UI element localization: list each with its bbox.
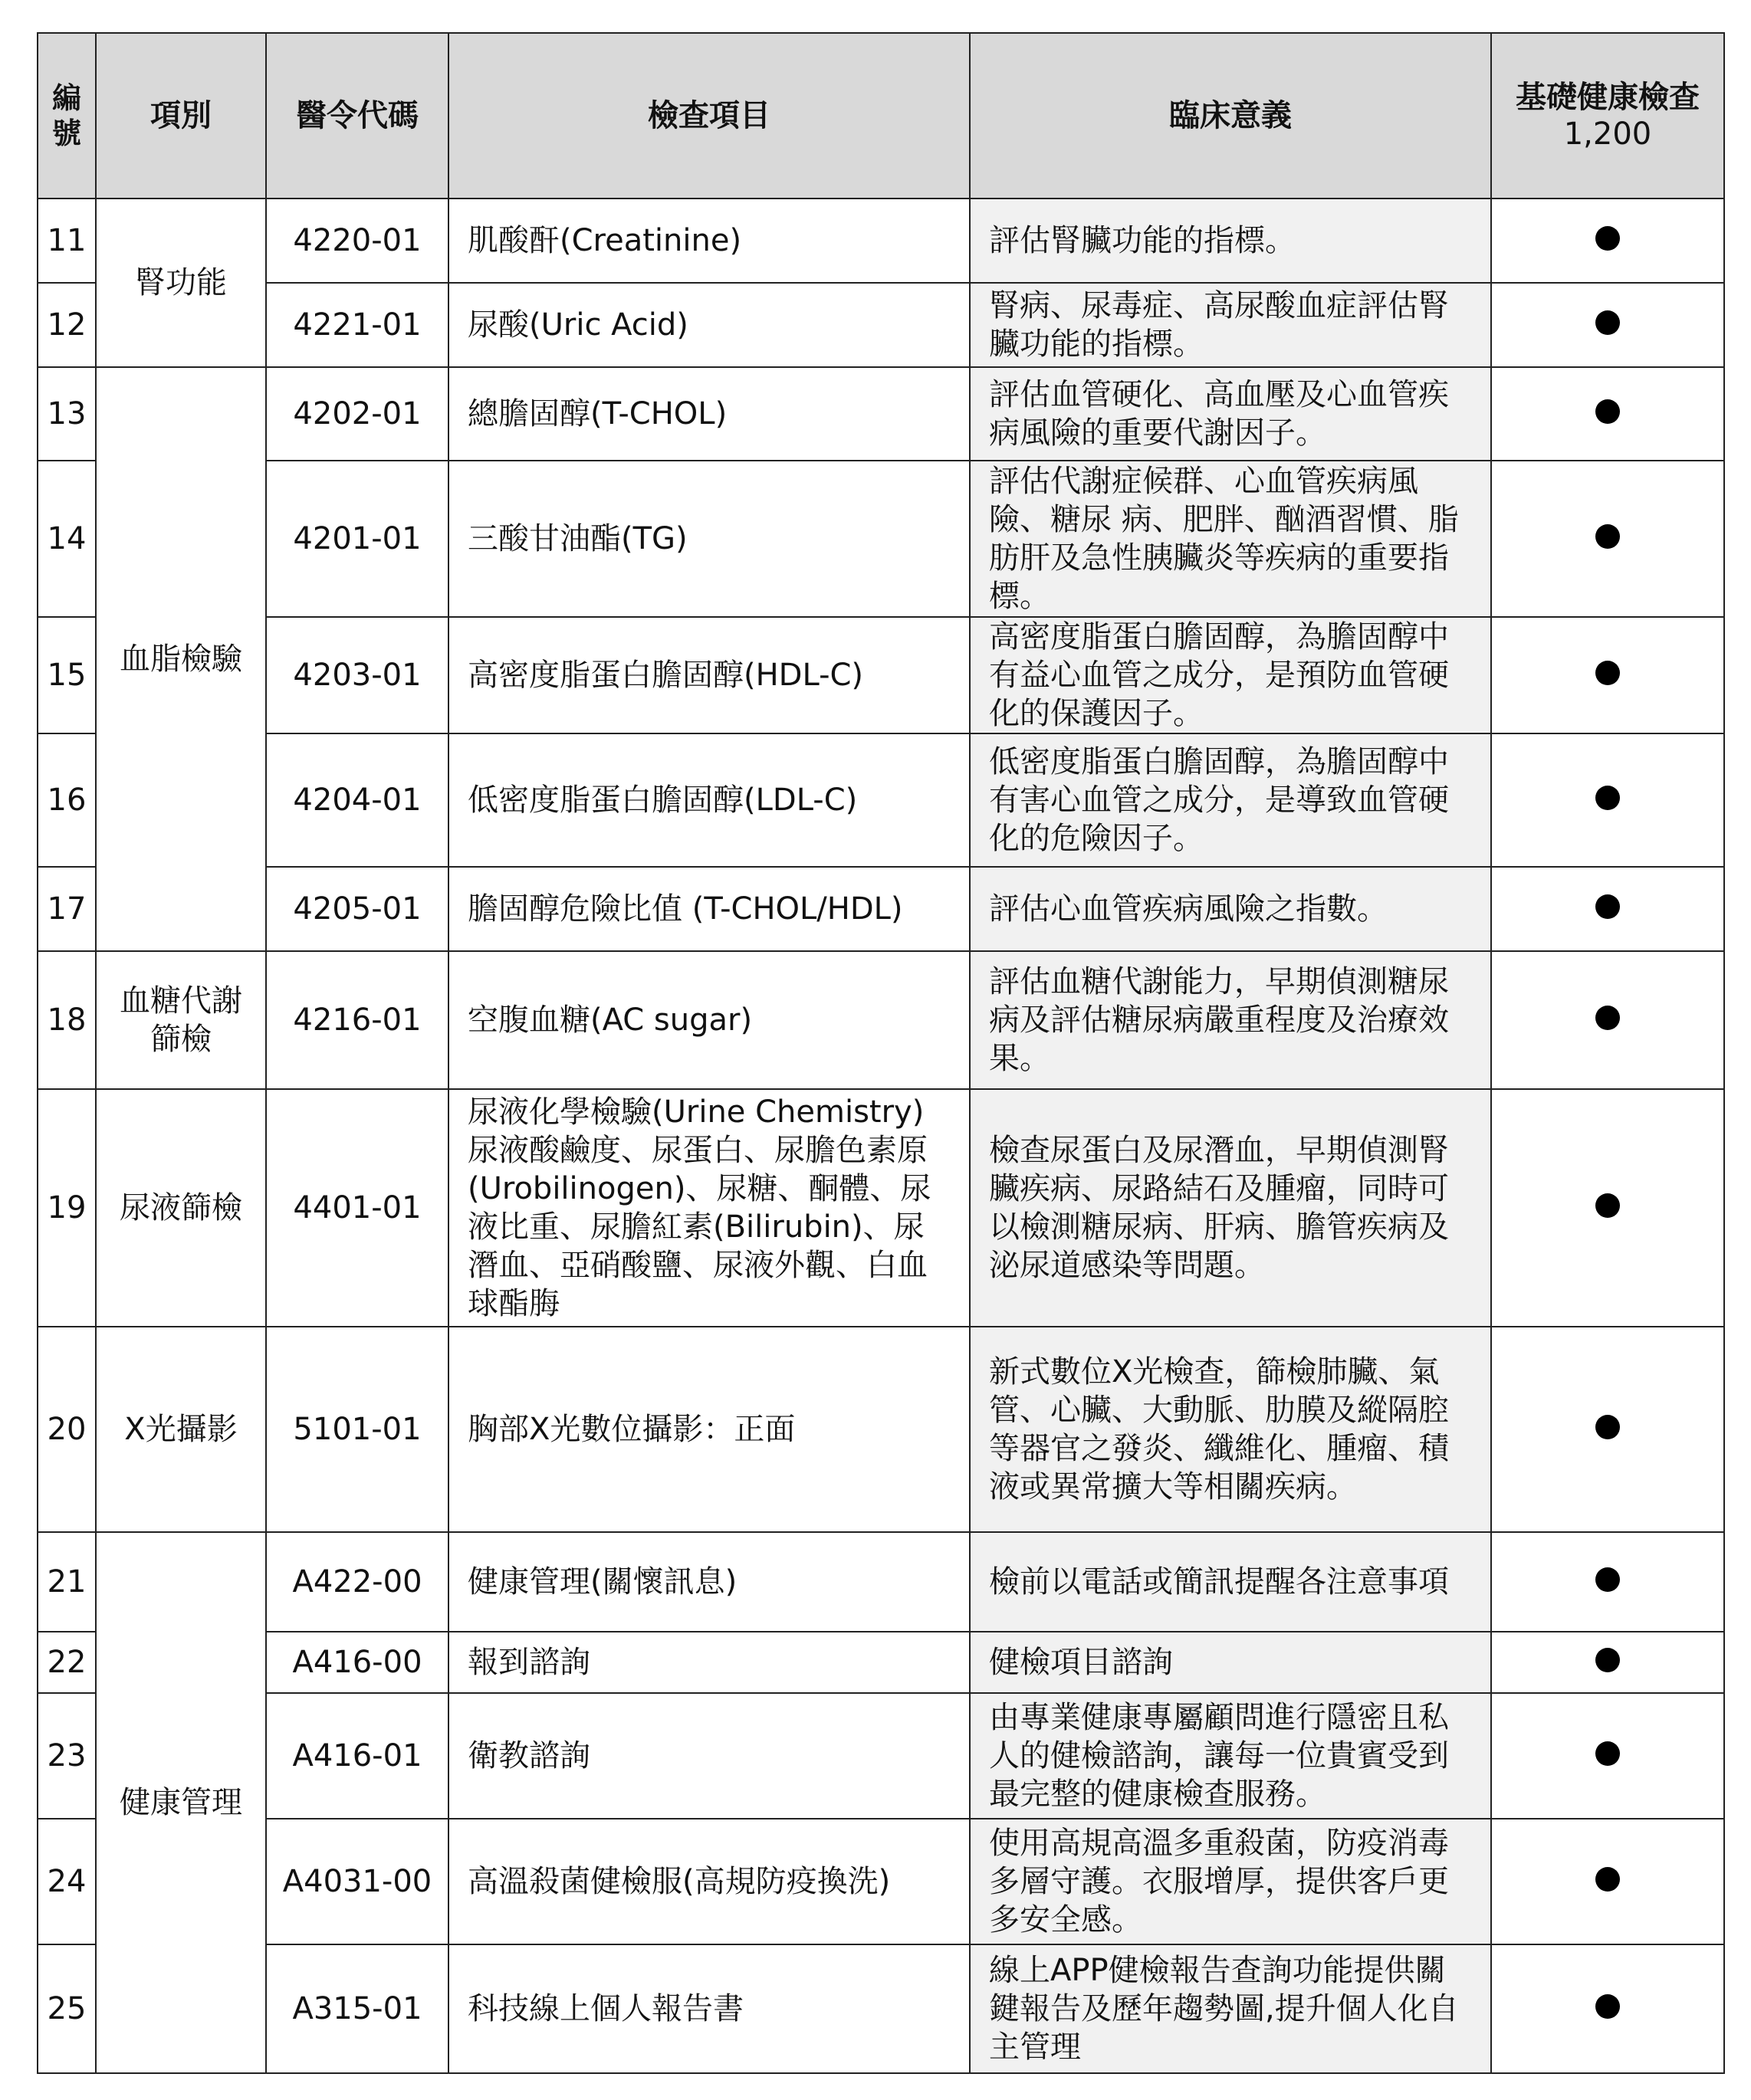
code-cell: A315-01 bbox=[266, 1944, 448, 2073]
row-num: 11 bbox=[38, 199, 96, 283]
table-row bbox=[38, 1944, 1724, 2073]
meaning-cell: 高密度脂蛋白膽固醇，為膽固醇中有益心血管之成分，是預防血管硬化的保護因子。 bbox=[970, 617, 1491, 733]
included-cell bbox=[1491, 1632, 1724, 1693]
included-cell bbox=[1491, 1693, 1724, 1819]
code-cell: 4202-01 bbox=[266, 367, 448, 461]
header-code: 醫令代碼 bbox=[266, 33, 448, 199]
meaning-cell: 腎病、尿毒症、高尿酸血症評估腎臟功能的指標。 bbox=[970, 283, 1491, 367]
row-num: 12 bbox=[38, 283, 96, 367]
included-dot-icon bbox=[1595, 894, 1620, 919]
item-cell: 尿液化學檢驗(Urine Chemistry)尿液酸鹼度、尿蛋白、尿膽色素原(Urobilinogen)、尿糖、酮體、尿液比重、尿膽紅素(Bilirubin)、尿潛血、亞硝酸鹽、尿液外觀、白血球酯脢 bbox=[448, 1089, 970, 1327]
row-num: 14 bbox=[38, 461, 96, 617]
meaning-cell: 檢前以電話或簡訊提醒各注意事項 bbox=[970, 1532, 1491, 1632]
row-num: 13 bbox=[38, 367, 96, 461]
table-row bbox=[38, 1089, 1724, 1327]
row-num: 16 bbox=[38, 733, 96, 867]
table-row bbox=[38, 367, 1724, 461]
category-cell: 血脂檢驗 bbox=[96, 367, 266, 951]
included-dot-icon bbox=[1595, 310, 1620, 335]
code-cell: 4216-01 bbox=[266, 951, 448, 1089]
category-cell: 尿液篩檢 bbox=[96, 1089, 266, 1327]
included-cell bbox=[1491, 1944, 1724, 2073]
meaning-cell: 評估心血管疾病風險之指數。 bbox=[970, 867, 1491, 951]
item-cell: 胸部X光數位攝影：正面 bbox=[448, 1327, 970, 1532]
included-cell bbox=[1491, 1327, 1724, 1532]
table-row bbox=[38, 1532, 1724, 1632]
table-row bbox=[38, 461, 1724, 617]
table-row bbox=[38, 1327, 1724, 1532]
meaning-cell: 評估腎臟功能的指標。 bbox=[970, 199, 1491, 283]
meaning-cell: 檢查尿蛋白及尿潛血，早期偵測腎臟疾病、尿路結石及腫瘤，同時可以檢測糖尿病、肝病、膽管疾病及泌尿道感染等問題。 bbox=[970, 1089, 1491, 1327]
package-name: 基礎健康檢查 bbox=[1516, 80, 1700, 115]
table-row bbox=[38, 951, 1724, 1089]
item-cell: 三酸甘油酯(TG) bbox=[448, 461, 970, 617]
included-cell bbox=[1491, 283, 1724, 367]
category-cell: X光攝影 bbox=[96, 1327, 266, 1532]
item-cell: 總膽固醇(T-CHOL) bbox=[448, 367, 970, 461]
row-num: 22 bbox=[38, 1632, 96, 1693]
included-dot-icon bbox=[1595, 1567, 1620, 1592]
table-row bbox=[38, 283, 1724, 367]
included-cell bbox=[1491, 951, 1724, 1089]
included-dot-icon bbox=[1595, 1006, 1620, 1030]
health-check-table bbox=[37, 32, 1725, 2074]
code-cell: A416-00 bbox=[266, 1632, 448, 1693]
item-cell: 科技線上個人報告書 bbox=[448, 1944, 970, 2073]
code-cell: 4221-01 bbox=[266, 283, 448, 367]
included-dot-icon bbox=[1595, 1994, 1620, 2019]
meaning-cell: 健檢項目諮詢 bbox=[970, 1632, 1491, 1693]
meaning-cell: 新式數位X光檢查，篩檢肺臟、氣管、心臟、大動脈、肋膜及縱隔腔等器官之發炎、纖維化、腫瘤、積液或異常擴大等相關疾病。 bbox=[970, 1327, 1491, 1532]
row-num: 18 bbox=[38, 951, 96, 1089]
code-cell: A422-00 bbox=[266, 1532, 448, 1632]
included-dot-icon bbox=[1595, 1415, 1620, 1439]
table-row bbox=[38, 867, 1724, 951]
included-dot-icon bbox=[1595, 1741, 1620, 1766]
code-cell: 4201-01 bbox=[266, 461, 448, 617]
table-row bbox=[38, 1632, 1724, 1693]
included-cell bbox=[1491, 199, 1724, 283]
included-cell bbox=[1491, 617, 1724, 733]
header-package bbox=[1491, 33, 1724, 199]
item-cell: 肌酸酐(Creatinine) bbox=[448, 199, 970, 283]
category-cell: 腎功能 bbox=[96, 199, 266, 367]
meaning-cell: 評估血糖代謝能力，早期偵測糖尿病及評估糖尿病嚴重程度及治療效果。 bbox=[970, 951, 1491, 1089]
code-cell: 4205-01 bbox=[266, 867, 448, 951]
row-num: 24 bbox=[38, 1819, 96, 1944]
table-row bbox=[38, 617, 1724, 733]
included-cell bbox=[1491, 367, 1724, 461]
included-dot-icon bbox=[1595, 1193, 1620, 1218]
code-cell: 4401-01 bbox=[266, 1089, 448, 1327]
code-cell: 4220-01 bbox=[266, 199, 448, 283]
included-dot-icon bbox=[1595, 399, 1620, 424]
meaning-cell: 評估代謝症候群、心血管疾病風險、糖尿 病、肥胖、酗酒習慣、脂肪肝及急性胰臟炎等疾病的重要指標。 bbox=[970, 461, 1491, 617]
table-row bbox=[38, 733, 1724, 867]
included-cell bbox=[1491, 867, 1724, 951]
header-category: 項別 bbox=[96, 33, 266, 199]
table-row bbox=[38, 1693, 1724, 1819]
included-cell bbox=[1491, 1819, 1724, 1944]
row-num: 21 bbox=[38, 1532, 96, 1632]
row-num: 25 bbox=[38, 1944, 96, 2073]
category-cell: 健康管理 bbox=[96, 1532, 266, 2073]
item-cell: 衛教諮詢 bbox=[448, 1693, 970, 1819]
health-check-table-container bbox=[37, 32, 1723, 2074]
row-num: 19 bbox=[38, 1089, 96, 1327]
table-header-row bbox=[38, 33, 1724, 199]
row-num: 20 bbox=[38, 1327, 96, 1532]
item-cell: 報到諮詢 bbox=[448, 1632, 970, 1693]
row-num: 17 bbox=[38, 867, 96, 951]
included-cell bbox=[1491, 733, 1724, 867]
included-dot-icon bbox=[1595, 524, 1620, 549]
code-cell: 4204-01 bbox=[266, 733, 448, 867]
included-dot-icon bbox=[1595, 226, 1620, 251]
included-cell bbox=[1491, 1089, 1724, 1327]
code-cell: A416-01 bbox=[266, 1693, 448, 1819]
item-cell: 低密度脂蛋白膽固醇(LDL-C) bbox=[448, 733, 970, 867]
included-cell bbox=[1491, 461, 1724, 617]
code-cell: 5101-01 bbox=[266, 1327, 448, 1532]
included-dot-icon bbox=[1595, 1867, 1620, 1892]
item-cell: 膽固醇危險比值 (T-CHOL/HDL) bbox=[448, 867, 970, 951]
included-dot-icon bbox=[1595, 786, 1620, 810]
header-item: 檢查項目 bbox=[448, 33, 970, 199]
header-num: 編號 bbox=[38, 33, 96, 199]
category-cell: 血糖代謝篩檢 bbox=[96, 951, 266, 1089]
meaning-cell: 使用高規高溫多重殺菌，防疫消毒多層守護。衣服增厚，提供客戶更多安全感。 bbox=[970, 1819, 1491, 1944]
item-cell: 高密度脂蛋白膽固醇(HDL-C) bbox=[448, 617, 970, 733]
item-cell: 高溫殺菌健檢服(高規防疫換洗) bbox=[448, 1819, 970, 1944]
row-num: 23 bbox=[38, 1693, 96, 1819]
meaning-cell: 由專業健康專屬顧問進行隱密且私人的健檢諮詢，讓每一位貴賓受到最完整的健康檢查服務。 bbox=[970, 1693, 1491, 1819]
code-cell: 4203-01 bbox=[266, 617, 448, 733]
item-cell: 尿酸(Uric Acid) bbox=[448, 283, 970, 367]
included-dot-icon bbox=[1595, 661, 1620, 685]
included-dot-icon bbox=[1595, 1648, 1620, 1672]
header-meaning: 臨床意義 bbox=[970, 33, 1491, 199]
meaning-cell: 低密度脂蛋白膽固醇，為膽固醇中有害心血管之成分，是導致血管硬化的危險因子。 bbox=[970, 733, 1491, 867]
included-cell bbox=[1491, 1532, 1724, 1632]
item-cell: 健康管理(關懷訊息) bbox=[448, 1532, 970, 1632]
row-num: 15 bbox=[38, 617, 96, 733]
meaning-cell: 評估血管硬化、高血壓及心血管疾病風險的重要代謝因子。 bbox=[970, 367, 1491, 461]
meaning-cell: 線上APP健檢報告查詢功能提供關鍵報告及歷年趨勢圖,提升個人化自主管理 bbox=[970, 1944, 1491, 2073]
table-row bbox=[38, 1819, 1724, 1944]
code-cell: A4031-00 bbox=[266, 1819, 448, 1944]
item-cell: 空腹血糖(AC sugar) bbox=[448, 951, 970, 1089]
package-price: 1,200 bbox=[1563, 116, 1652, 152]
table-row bbox=[38, 199, 1724, 283]
